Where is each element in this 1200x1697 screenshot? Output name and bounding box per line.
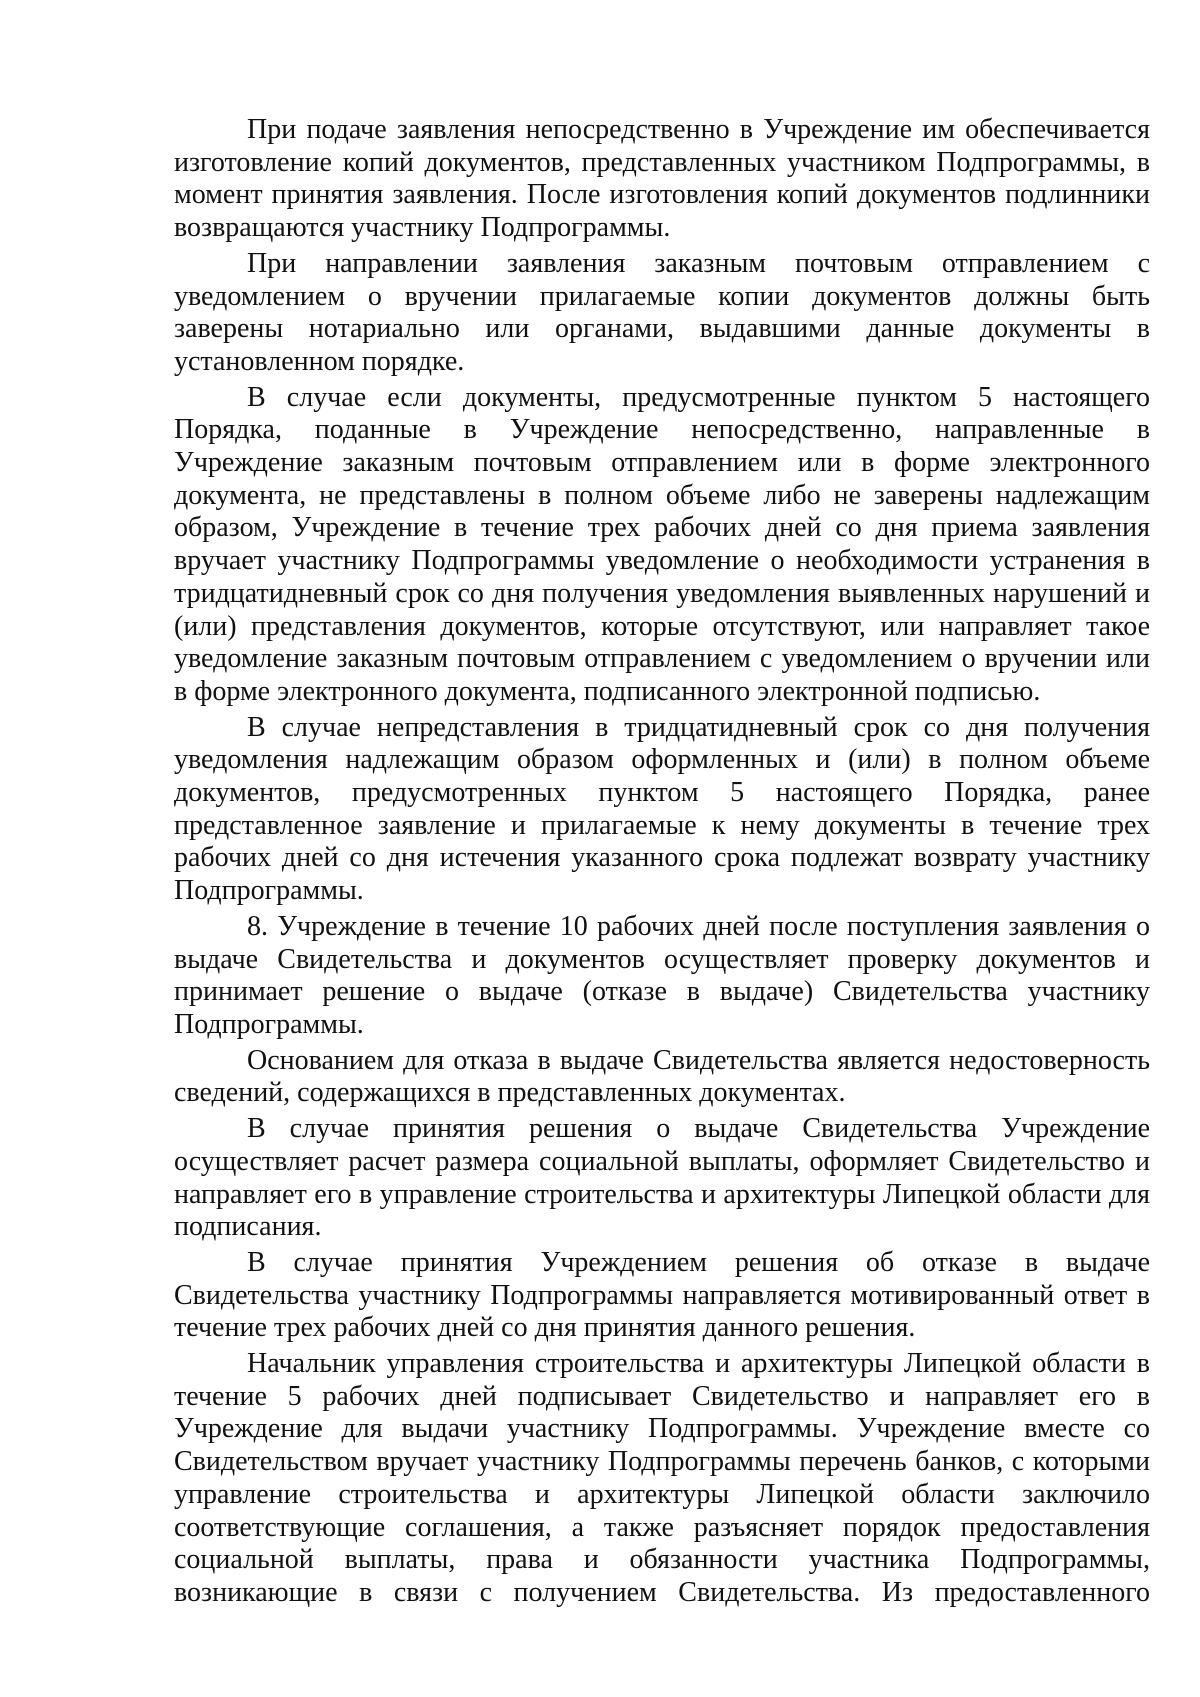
paragraph-refusal-grounds: Основанием для отказа в выдаче Свидетельства является недостоверность сведений, содержащихся в представленных документах. — [174, 1044, 1150, 1109]
paragraph-registered-mail: При направлении заявления заказным почтовым отправлением с уведомлением о вручении прилагаемые копии документов должны быть заверены нотариально или органами, выдавшими данные документы в установленном порядке. — [174, 247, 1150, 377]
paragraph-incomplete-documents: В случае если документы, предусмотренные пунктом 5 настоящего Порядка, поданные в Учреждение непосредственно, направленные в Учреждение заказным почтовым отправлением или в форме электронного документа, не представлены в полном объеме либо не заверены надлежащим образом, Учреждение в течение трех рабочих дней со дня приема заявления вручает участнику Подпрограммы уведомление о необходимости устранения в тридцатидневный срок со дня получения уведомления выявленных нарушений и (или) представления документов, которые отсутствуют, или направляет такое уведомление заказным почтовым отправлением с уведомлением о вручении или в форме электронного документа, подписанного электронной подписью. — [174, 381, 1150, 707]
paragraph-refusal-decision: В случае принятия Учреждением решения об отказе в выдаче Свидетельства участнику Подпрограммы направляется мотивированный ответ в течение трех рабочих дней со дня принятия данного решения. — [174, 1246, 1150, 1344]
paragraph-signing-and-issue: Начальник управления строительства и архитектуры Липецкой области в течение 5 рабочих дней подписывает Свидетельство и направляет его в Учреждение для выдачи участнику Подпрограммы. Учреждение вместе со Свидетельством вручает участнику Подпрограммы перечень банков, с которыми управление строительства и архитектуры Липецкой области заключило соответствующие соглашения, а также разъясняет порядок предоставления социальной выплаты, права и обязанности участника Подпрограммы, возникающие в связи с получением Свидетельства. Из предоставленного — [174, 1348, 1150, 1608]
document-page — [174, 114, 1150, 1610]
paragraph-non-submission: В случае непредставления в тридцатидневный срок со дня получения уведомления надлежащим образом оформленных и (или) в полном объеме документов, предусмотренных пунктом 5 настоящего Порядка, ранее представленное заявление и прилагаемые к нему документы в течение трех рабочих дней со дня истечения указанного срока подлежат возврату участнику Подпрограммы. — [174, 711, 1150, 907]
paragraph-item-8: 8. Учреждение в течение 10 рабочих дней после поступления заявления о выдаче Свидетельства и документов осуществляет проверку документов и принимает решение о выдаче (отказе в выдаче) Свидетельства участнику Подпрограммы. — [174, 910, 1150, 1040]
paragraph-copies-on-submission: При подаче заявления непосредственно в Учреждение им обеспечивается изготовление копий документов, представленных участником Подпрограммы, в момент принятия заявления. После изготовления копий документов подлинники возвращаются участнику Подпрограммы. — [174, 114, 1150, 244]
paragraph-issue-decision: В случае принятия решения о выдаче Свидетельства Учреждение осуществляет расчет размера социальной выплаты, оформляет Свидетельство и направляет его в управление строительства и архитектуры Липецкой области для подписания. — [174, 1113, 1150, 1243]
